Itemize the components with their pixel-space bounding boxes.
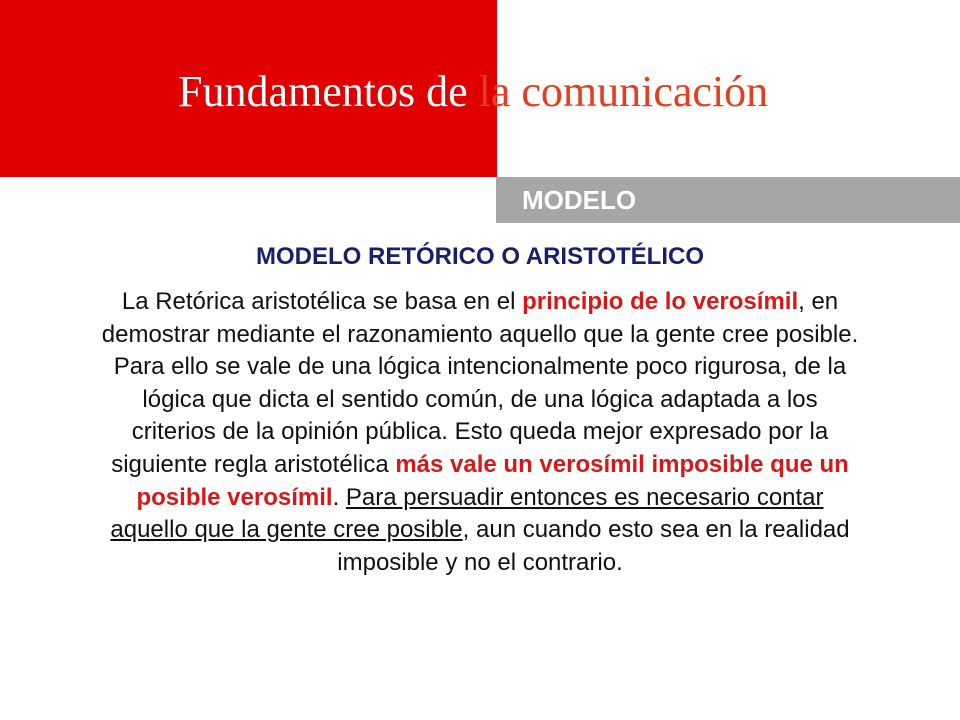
- highlight-principle: principio de lo verosímil: [522, 288, 799, 315]
- body-text-2: , en demostrar mediante el razonamiento aquello que la gente cree posible. Para ello se vale de una lógica intencionalmente poco rigurosa, de la lógica que dicta el sentido común, de una lógica adaptada a los criterios de la opinión pública. Esto queda mejor expresado por la siguiente regla aristotélica: [101, 288, 859, 478]
- title-part-1: Fundamentos de: [178, 67, 468, 116]
- section-bar: [496, 177, 960, 223]
- body-text-4: , aun cuando: [462, 516, 609, 544]
- title-part-2: la comunicación: [478, 67, 769, 116]
- body-paragraph: [100, 286, 860, 579]
- section-label: MODELO: [522, 185, 637, 215]
- body-text-3: .: [332, 483, 346, 511]
- body-text-1: La Retórica aristotélica se basa en el: [121, 288, 523, 315]
- body-text-5: esto sea en la realidad imposible y no el contrario.: [337, 516, 850, 576]
- slide-subtitle: MODELO RETÓRICO O ARISTOTÉLICO: [255, 243, 704, 270]
- slide-title: [178, 64, 768, 120]
- underlined-phrase: Para persuadir entonces es necesario contar aquello que la gente cree posible: [110, 483, 824, 544]
- highlight-rule: más vale un verosímil imposible que un posible verosímil: [136, 450, 849, 511]
